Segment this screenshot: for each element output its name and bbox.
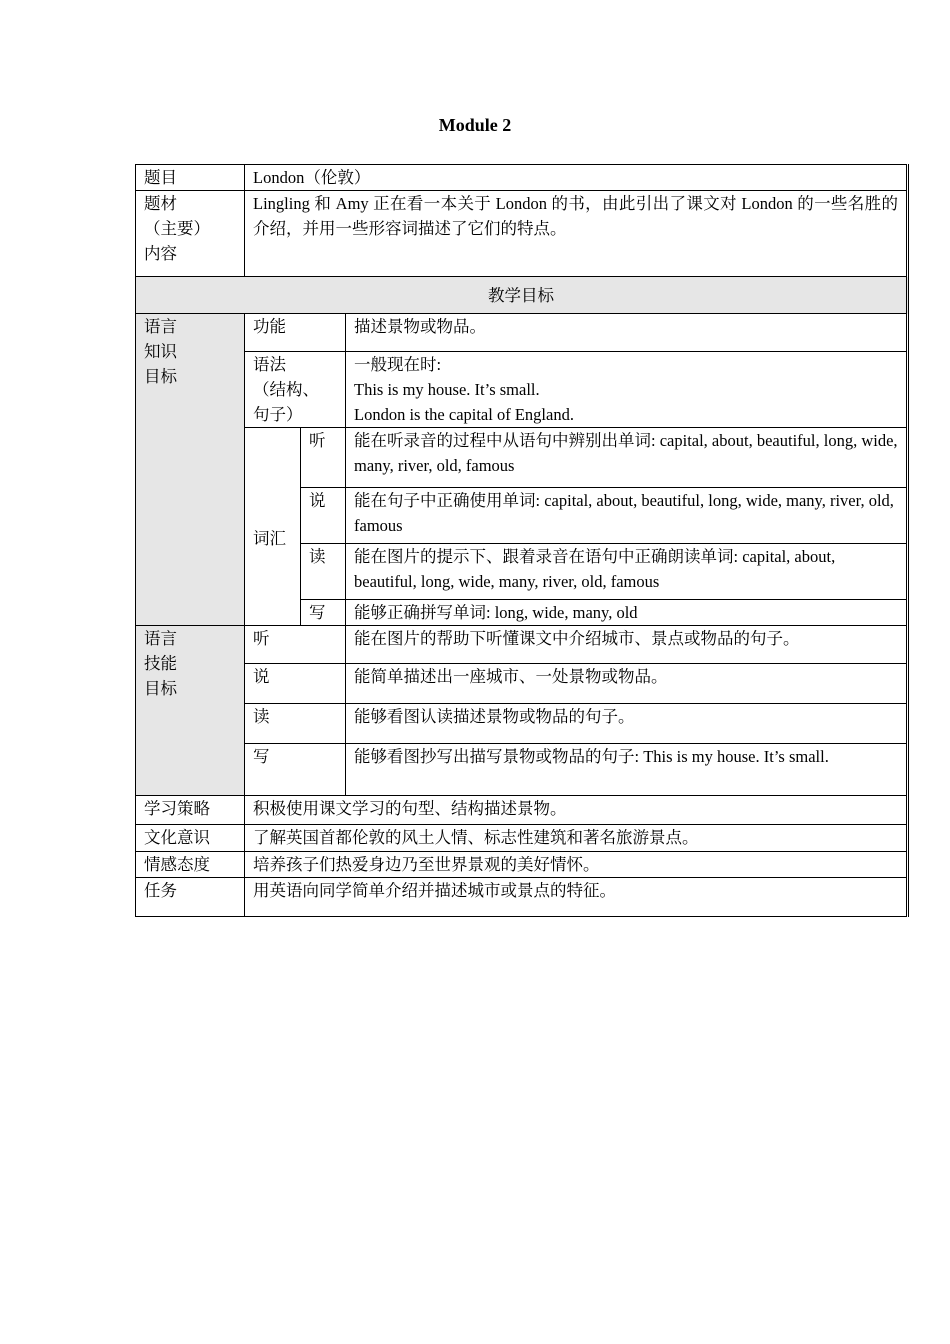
knowledge-label-line: 知识 bbox=[144, 342, 177, 361]
skills-speak-label: 说 bbox=[245, 664, 346, 704]
grammar-line: This is my house. It’s small. bbox=[354, 380, 540, 399]
grammar-line: 一般现在时: bbox=[354, 355, 442, 374]
skills-speak-row bbox=[136, 664, 908, 704]
skills-write-label: 写 bbox=[245, 744, 346, 796]
grammar-label-line: （结构、 bbox=[253, 380, 319, 399]
vocab-write-value: 能够正确拼写单词: long, wide, many, old bbox=[346, 600, 908, 626]
vocab-write-label: 写 bbox=[301, 600, 346, 626]
skills-listen-row bbox=[136, 626, 908, 664]
knowledge-label-line: 语言 bbox=[144, 317, 177, 336]
skills-label-line: 目标 bbox=[144, 679, 177, 698]
vocab-speak-value: 能在句子中正确使用单词: capital, about, beautiful, long, wide, many, river, old, famous bbox=[346, 488, 908, 544]
skills-read-row bbox=[136, 704, 908, 744]
emotion-label: 情感态度 bbox=[136, 852, 245, 878]
function-row bbox=[136, 314, 908, 352]
grammar-label-line: 句子） bbox=[253, 405, 303, 424]
content-label-line: （主要） bbox=[144, 219, 210, 238]
content-value: Lingling 和 Amy 正在看一本关于 London 的书，由此引出了课文对 London 的一些名胜的介绍，并用一些形容词描述了它们的特点。 bbox=[245, 191, 908, 277]
task-row bbox=[136, 878, 908, 917]
skills-listen-label: 听 bbox=[245, 626, 346, 664]
content-label bbox=[136, 191, 245, 277]
objectives-header: 教学目标 bbox=[136, 277, 908, 314]
skills-speak-value: 能简单描述出一座城市、一处景物或物品。 bbox=[346, 664, 908, 704]
strategy-value: 积极使用课文学习的句型、结构描述景物。 bbox=[245, 796, 908, 825]
strategy-label: 学习策略 bbox=[136, 796, 245, 825]
grammar-value bbox=[346, 352, 908, 428]
lesson-plan-table bbox=[135, 164, 909, 917]
topic-value: London（伦敦） bbox=[245, 165, 908, 191]
skills-label-line: 语言 bbox=[144, 629, 177, 648]
content-row bbox=[136, 191, 908, 277]
content-label-line: 内容 bbox=[144, 244, 177, 263]
knowledge-label-line: 目标 bbox=[144, 367, 177, 386]
vocab-listen-row bbox=[136, 428, 908, 488]
emotion-row bbox=[136, 852, 908, 878]
skills-listen-value: 能在图片的帮助下听懂课文中介绍城市、景点或物品的句子。 bbox=[346, 626, 908, 664]
page-title: Module 2 bbox=[438, 115, 512, 135]
function-label: 功能 bbox=[245, 314, 346, 352]
grammar-line: London is the capital of England. bbox=[354, 405, 574, 424]
skills-label bbox=[136, 626, 245, 796]
culture-row bbox=[136, 825, 908, 852]
grammar-label bbox=[245, 352, 346, 428]
function-value: 描述景物或物品。 bbox=[346, 314, 908, 352]
vocab-read-value: 能在图片的提示下、跟着录音在语句中正确朗读单词: capital, about, beautiful, long, wide, many, river, old, famous bbox=[346, 544, 908, 600]
culture-label: 文化意识 bbox=[136, 825, 245, 852]
skills-label-line: 技能 bbox=[144, 654, 177, 673]
culture-value: 了解英国首都伦敦的风土人情、标志性建筑和著名旅游景点。 bbox=[245, 825, 908, 852]
knowledge-label bbox=[136, 314, 245, 626]
vocab-label-text: 词汇 bbox=[253, 529, 286, 548]
task-label: 任务 bbox=[136, 878, 245, 917]
vocab-listen-value: 能在听录音的过程中从语句中辨别出单词: capital, about, beautiful, long, wide, many, river, old, famous bbox=[346, 428, 908, 488]
skills-read-label: 读 bbox=[245, 704, 346, 744]
strategy-row bbox=[136, 796, 908, 825]
vocab-listen-label: 听 bbox=[301, 428, 346, 488]
task-value: 用英语向同学简单介绍并描述城市或景点的特征。 bbox=[245, 878, 908, 917]
emotion-value: 培养孩子们热爱身边乃至世界景观的美好情怀。 bbox=[245, 852, 908, 878]
topic-label: 题目 bbox=[136, 165, 245, 191]
skills-write-row bbox=[136, 744, 908, 796]
vocab-speak-label: 说 bbox=[301, 488, 346, 544]
objectives-header-row bbox=[136, 277, 908, 314]
grammar-row bbox=[136, 352, 908, 428]
skills-write-value: 能够看图抄写出描写景物或物品的句子: This is my house. It’s small. bbox=[346, 744, 908, 796]
vocab-read-label: 读 bbox=[301, 544, 346, 600]
topic-row bbox=[136, 165, 908, 191]
grammar-label-line: 语法 bbox=[253, 355, 286, 374]
vocab-label bbox=[245, 428, 301, 626]
skills-read-value: 能够看图认读描述景物或物品的句子。 bbox=[346, 704, 908, 744]
content-label-line: 题材 bbox=[144, 194, 177, 213]
